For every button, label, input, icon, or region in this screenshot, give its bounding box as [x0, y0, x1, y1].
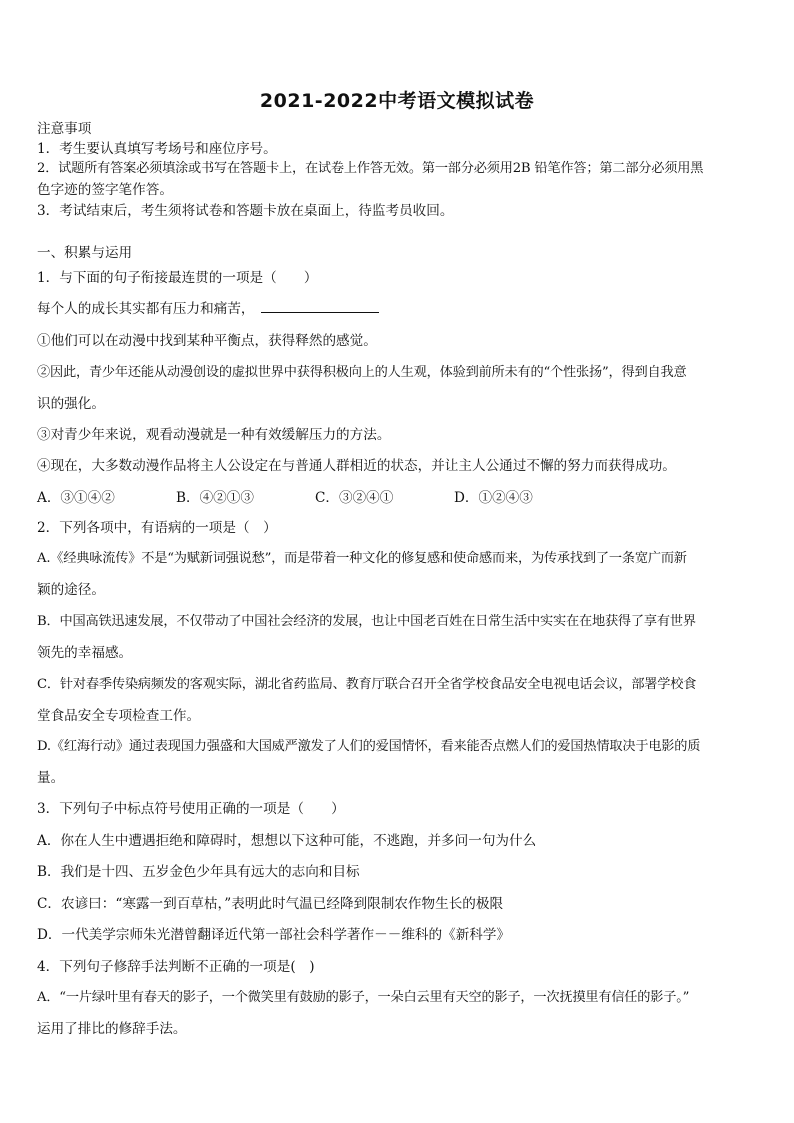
- q1-option-a: A．③①④②: [37, 490, 115, 506]
- q2-option-a: A.《经典咏流传》不是“为赋新词强说愁”，而是带着一种文化的修复感和使命感而来，为传承找到了一条宽广而新: [37, 551, 687, 566]
- q2-option-a-cont: 颖的途径。: [37, 582, 105, 598]
- q1-option-c: C．③②④①: [315, 490, 394, 506]
- q1-option-d: D．①②④③: [454, 490, 533, 506]
- q3-option-a: A．你在人生中遭遇拒绝和障碍时，想想以下这种可能，不逃跑，并多问一句为什么: [37, 833, 537, 849]
- q2-option-d: D.《红海行动》通过表现国力强盛和大国威严激发了人们的爱国情怀，看来能否点燃人们的爱国热情取决于电影的质: [37, 739, 701, 754]
- q4-option-a: A．“一片绿叶里有春天的影子，一个微笑里有鼓励的影子，一朵白云里有天空的影子，一次抚摸里有信任的影子。”: [37, 990, 690, 1005]
- q2-option-c-cont: 堂食品安全专项检查工作。: [37, 708, 201, 724]
- q1-option-b: B．④②①③: [176, 490, 254, 506]
- q1-sentence-2-cont: 识的强化。: [37, 396, 105, 412]
- q1-sentence-1: ①他们可以在动漫中找到某种平衡点，获得释然的感觉。: [37, 333, 377, 349]
- q4-option-a-cont: 运用了排比的修辞手法。: [37, 1021, 187, 1037]
- notice-item-1: 1．考生要认真填写考场号和座位序号。: [37, 141, 277, 157]
- q1-options: [37, 489, 759, 507]
- notice-item-2: 2．试题所有答案必须填涂或书写在答题卡上，在试卷上作答无效。第一部分必须用2B 铅笔作答；第二部分必须用黑: [37, 161, 704, 176]
- q1-sentence-2: ②因此，青少年还能从动漫创设的虚拟世界中获得积极向上的人生观，体验到前所未有的“个性张扬”，得到自我意: [37, 365, 687, 380]
- q1-lead-text: 每个人的成长其实都有压力和痛苦，: [37, 301, 255, 317]
- page-title: 2021-2022中考语文模拟试卷: [259, 90, 535, 112]
- q2-option-d-cont: 量。: [37, 770, 65, 786]
- q1-stem: 1．与下面的句子衔接最连贯的一项是（ ）: [37, 270, 318, 286]
- q1-lead: [37, 300, 759, 318]
- answer-blank: [261, 300, 379, 313]
- q2-stem: 2．下列各项中，有语病的一项是（ ）: [37, 520, 277, 536]
- q3-stem: 3．下列句子中标点符号使用正确的一项是（ ）: [37, 801, 345, 817]
- q3-option-c: C．农谚曰：“寒露一到百草枯，”表明此时气温已经降到限制农作物生长的极限: [37, 896, 504, 912]
- notice-item-2-cont: 色字迹的签字笔作答。: [37, 182, 173, 198]
- notice-heading: 注意事项: [37, 121, 92, 137]
- q1-sentence-4: ④现在，大多数动漫作品将主人公设定在与普通人群相近的状态，并让主人公通过不懈的努力而获得成功。: [37, 458, 676, 474]
- q3-option-d: D．一代美学宗师朱光潜曾翻译近代第一部社会科学著作－－维科的《新科学》: [37, 927, 511, 943]
- q1-sentence-3: ③对青少年来说，观看动漫就是一种有效缓解压力的方法。: [37, 427, 391, 443]
- section-heading: 一、积累与运用: [37, 245, 133, 261]
- q2-option-b: B．中国高铁迅速发展，不仅带动了中国社会经济的发展，也让中国老百姓在日常生活中实实在在地获得了享有世界: [37, 614, 696, 629]
- q4-stem: 4．下列句子修辞手法判断不正确的一项是( ): [37, 959, 315, 975]
- notice-item-3: 3．考试结束后，考生须将试卷和答题卡放在桌面上，待监考员收回。: [37, 203, 454, 219]
- q2-option-b-cont: 领先的幸福感。: [37, 645, 133, 661]
- q3-option-b: B．我们是十四、五岁金色少年具有远大的志向和目标: [37, 864, 360, 880]
- q2-option-c: C．针对春季传染病频发的客观实际，湖北省药监局、教育厅联合召开全省学校食品安全电视电话会议，部署学校食: [37, 677, 697, 692]
